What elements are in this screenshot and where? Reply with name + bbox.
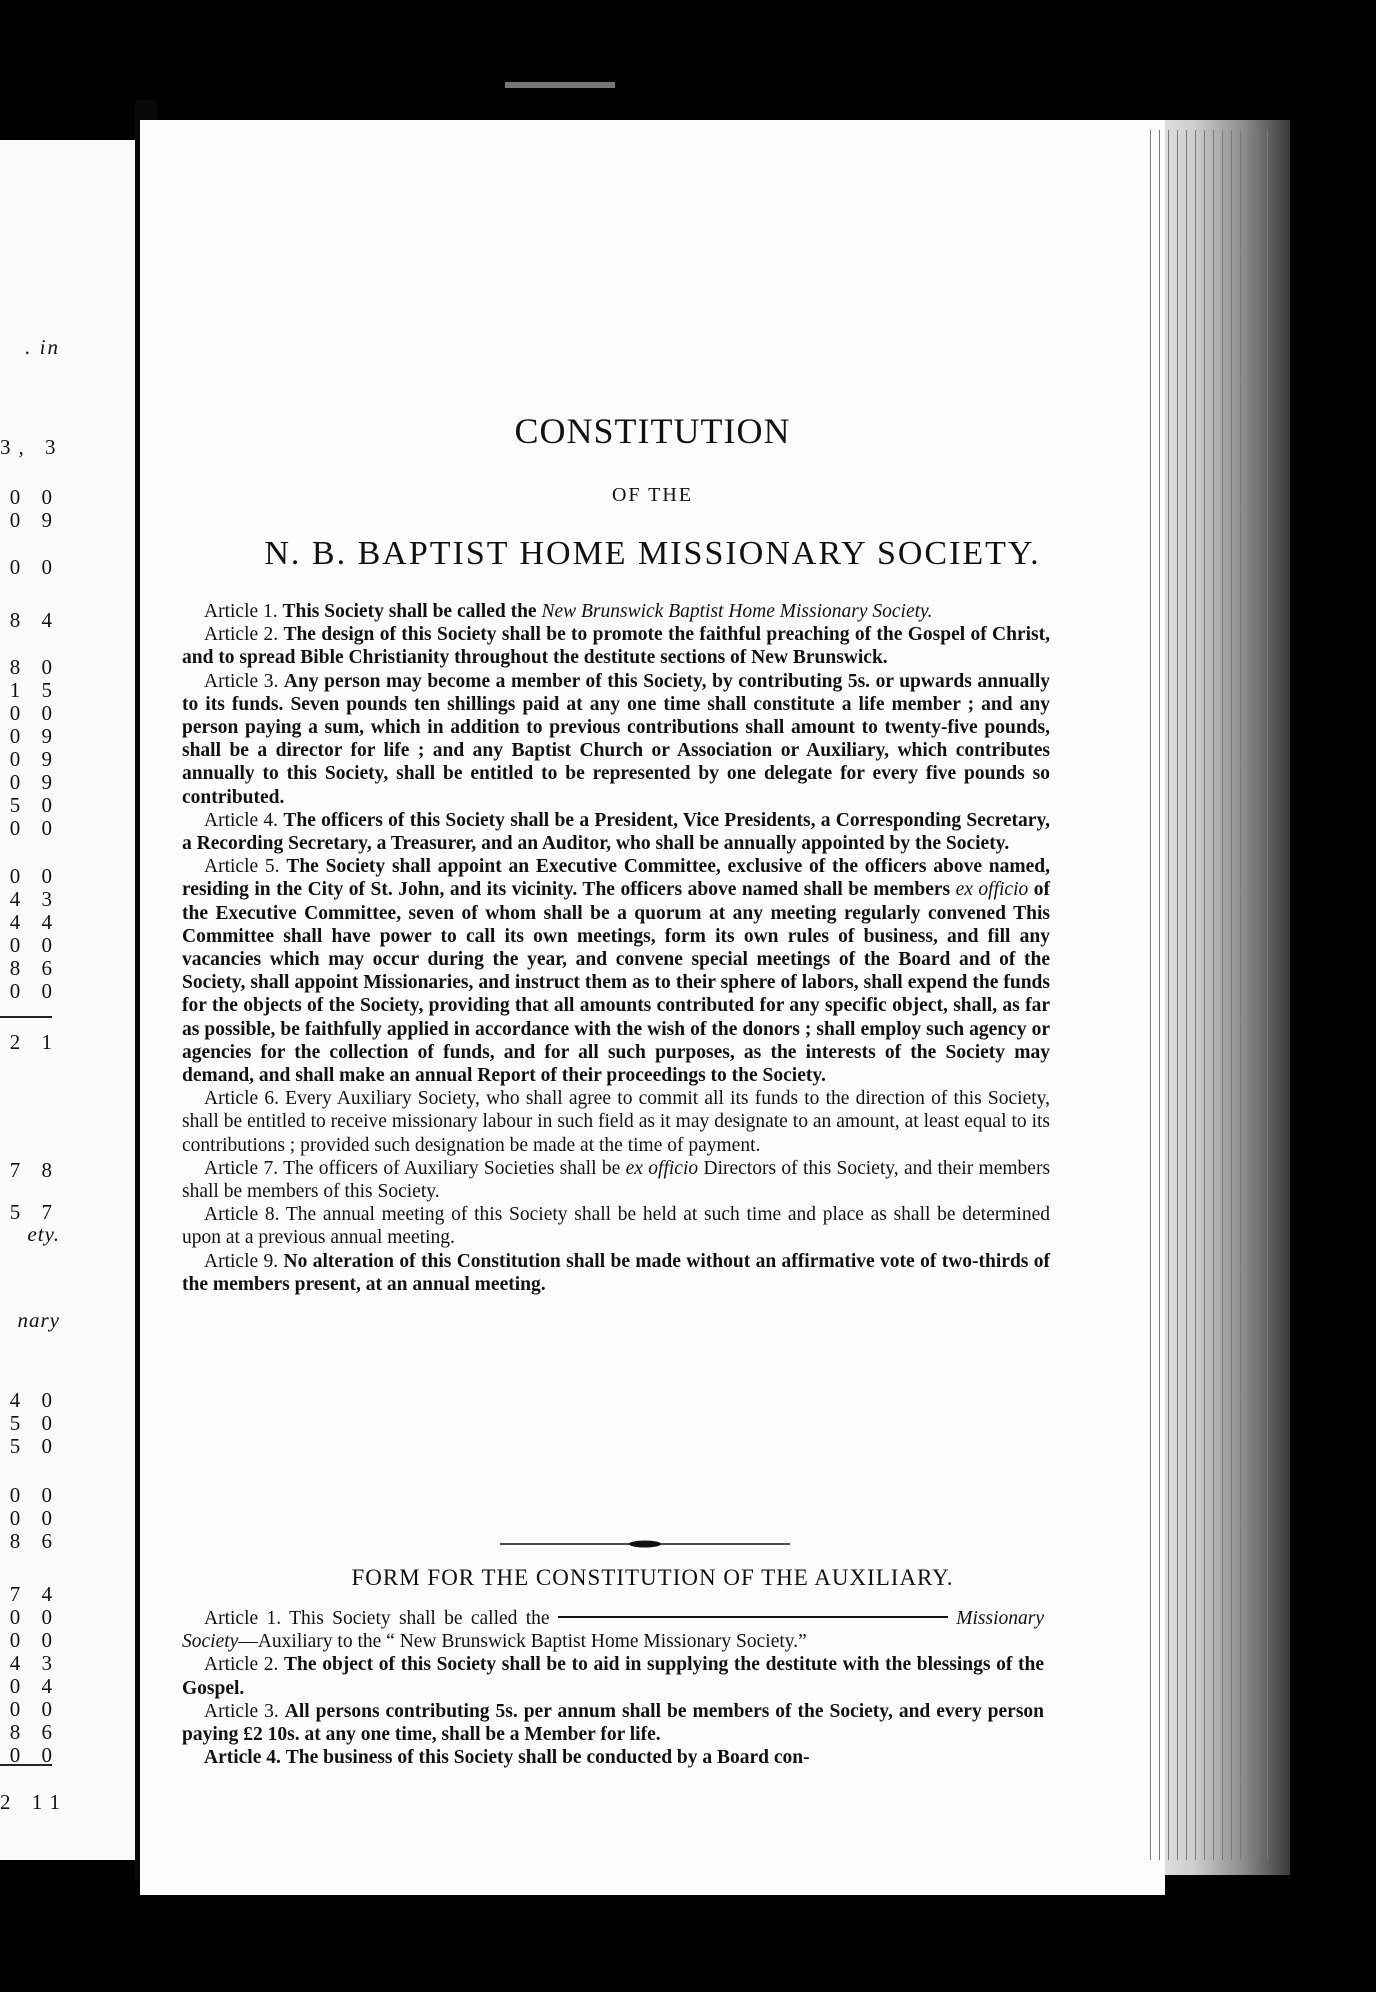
left-page-figure: 8 6 (9, 956, 60, 980)
left-page-figure: 0 4 (9, 1674, 60, 1698)
left-page-figure: 0 9 (9, 508, 60, 532)
page-edge-line (1213, 130, 1214, 1860)
left-page-figure: 5 0 (9, 1411, 60, 1435)
left-page-figure: 0 9 (9, 724, 60, 748)
page-edge-line (1249, 130, 1250, 1860)
left-page-figure: 4 4 (9, 910, 60, 934)
page-title: CONSTITUTION (514, 411, 791, 451)
fill-in-blank (558, 1616, 948, 1618)
left-page-figure: 8 6 (9, 1720, 60, 1744)
page-edge-line (1258, 130, 1259, 1860)
left-page-figure: 0 0 (9, 979, 60, 1003)
binding-mark (505, 82, 615, 88)
left-page-rule (0, 1764, 52, 1766)
article-9: Article 9. No alteration of this Constitution shall be made without an affirmative vote of two-thirds of the members present, at an annual meeting. (182, 1250, 1051, 1295)
left-page-figure: 7 4 (9, 1582, 60, 1606)
left-page-figure: 0 0 (9, 933, 60, 957)
auxiliary-heading: FORM FOR THE CONSTITUTION OF THE AUXILIARY. (351, 1565, 954, 1590)
article-4: Article 4. The officers of this Society shall be a President, Vice Presidents, a Corresponding Secretary, a Recording Secretary, a Treasurer, and an Auditor, who shall be annually appointed by the Society. (182, 809, 1050, 855)
left-page-figure: 5 0 (9, 1434, 60, 1458)
left-page-figure: 0 0 (9, 1628, 60, 1652)
left-page-figure: 0 0 (9, 816, 60, 840)
page-edge-line (1195, 130, 1196, 1860)
society-name: N. B. BAPTIST HOME MISSIONARY SOCIETY. (264, 535, 1041, 572)
page-edge-line (1204, 130, 1205, 1860)
left-page-figure: 4 0 (9, 1388, 60, 1412)
left-page-figure: 8 6 (9, 1529, 60, 1553)
page-edge-line (1240, 130, 1241, 1860)
aux-article-1: Article 1. This Society shall be called the Missionary Society—Auxiliary to the “ New Brunswick Baptist Home Missionary Society.” (182, 1608, 1045, 1653)
left-page-figure: 3, 3 (0, 435, 64, 459)
left-page-figure: 0 0 (9, 701, 60, 725)
left-page-figure: 5 0 (9, 793, 60, 817)
left-page-figure: 4 3 (9, 1651, 60, 1675)
page-edge-line (1168, 130, 1169, 1860)
section-divider-ornament (500, 1540, 790, 1548)
aux-article-2: Article 2. The object of this Society shall be to aid in supplying the destitute with the blessings of the Gospel. (182, 1654, 1044, 1699)
aux-article-3: Article 3. All persons contributing 5s. per annum shall be members of the Society, and every person paying £2 10s. at any one time, shall be a Member for life. (182, 1700, 1045, 1746)
aux-article-4: Article 4. The business of this Society shall be conducted by a Board con- (204, 1747, 810, 1769)
article-7: Article 7. The officers of Auxiliary Societies shall be ex officio Directors of this Society, and their members shall be members of this Society. (182, 1157, 1051, 1203)
article-8: Article 8. The annual meeting of this Society shall be held at such time and place as shall be determined upon at a previous annual meeting. (182, 1204, 1050, 1249)
left-page-figure: 0 0 (9, 1743, 60, 1767)
article-2: Article 2. The design of this Society shall be to promote the faithful preaching of the Gospel of Christ, and to spread Bible Christianity throughout the destitute sections of New Brunswick. (182, 624, 1051, 669)
left-page-figure: 4 3 (9, 887, 60, 911)
article-6: Article 6. Every Auxiliary Society, who shall agree to commit all its funds to the direction of this Society, shall be entitled to receive missionary labour in such field as it may designate to an amount, at least equal to its contributions ; provided such designation be made at the time of payment. (182, 1088, 1051, 1156)
left-page-figure: 8 4 (9, 608, 60, 632)
left-page-figure: 2 11 (0, 1790, 68, 1814)
title-of-the: OF THE (611, 484, 694, 506)
left-page-figure: 7 8 (9, 1158, 60, 1182)
left-page-figure: 5 7 (9, 1200, 60, 1224)
article-3: Article 3. Any person may become a member of this Society, by contributing 5s. or upwards annually to its funds. Seven pounds ten shillings paid at any one time shall constitute a life member ; and any person paying a sum, which in addition to previous contributions shall amount to twenty-five pounds, shall be a director for life ; and any Baptist Church or Association or Auxiliary, which contributes annually to this Society, shall be entitled to be represented by one delegate for every five pounds so contributed. (182, 670, 1051, 808)
page-edge-line (1177, 130, 1178, 1860)
left-page-figure: 0 0 (9, 555, 60, 579)
left-page-figure: 2 1 (9, 1030, 60, 1054)
page-edge-line (1222, 130, 1223, 1860)
page-edge-line (1186, 130, 1187, 1860)
page-edge-line (1150, 130, 1151, 1860)
left-page-figure: 0 9 (9, 747, 60, 771)
left-page-figure: 0 0 (9, 864, 60, 888)
left-page-figure: 1 5 (9, 678, 60, 702)
constitution-articles (182, 600, 1050, 1296)
article-5: Article 5. The Society shall appoint an Executive Committee, exclusive of the officers above named, residing in the City of St. John, and its vicinity. The officers above named shall be members ex officio of the Executive Committee, seven of whom shall be a quorum at any meeting regularly convened This Committee shall have power to call its own meetings, form its own rules of business, and fill any vacancies which may occur during the year, and convene special meetings of the Board and of the Society, shall appoint Missionaries, and instruct them as to their sphere of labors, shall expend the funds for the objects of the Society, providing that all amounts contributed for any specific object, shall, as far as possible, be faithfully applied in accordance with the wish of the donors ; shall employ such agency or agencies for the collection of funds, and for all such purposes, as the interests of the Society may demand, and shall make an annual Report of their proceedings to the Society. (182, 856, 1051, 1087)
left-page-rule (0, 1016, 52, 1018)
page-edge-line (1231, 130, 1232, 1860)
left-page-figure: nary (17, 1308, 60, 1332)
left-page-figure: 0 0 (9, 1506, 60, 1530)
left-page-figure: 0 0 (9, 485, 60, 509)
left-page-figure: ety. (27, 1222, 60, 1246)
left-page-figure: 0 0 (9, 1605, 60, 1629)
left-page-figure: 8 0 (9, 655, 60, 679)
article-1: Article 1. This Society shall be called the New Brunswick Baptist Home Missionary Society. (204, 601, 933, 622)
auxiliary-articles (182, 1607, 1044, 1769)
left-page-figure: 0 0 (9, 1483, 60, 1507)
left-page-figure: 0 0 (9, 1697, 60, 1721)
page-edge-line (1159, 130, 1160, 1860)
left-page-header-fragment: . in (25, 335, 60, 359)
page-edge-line (1267, 130, 1268, 1860)
left-page-figure: 0 9 (9, 770, 60, 794)
